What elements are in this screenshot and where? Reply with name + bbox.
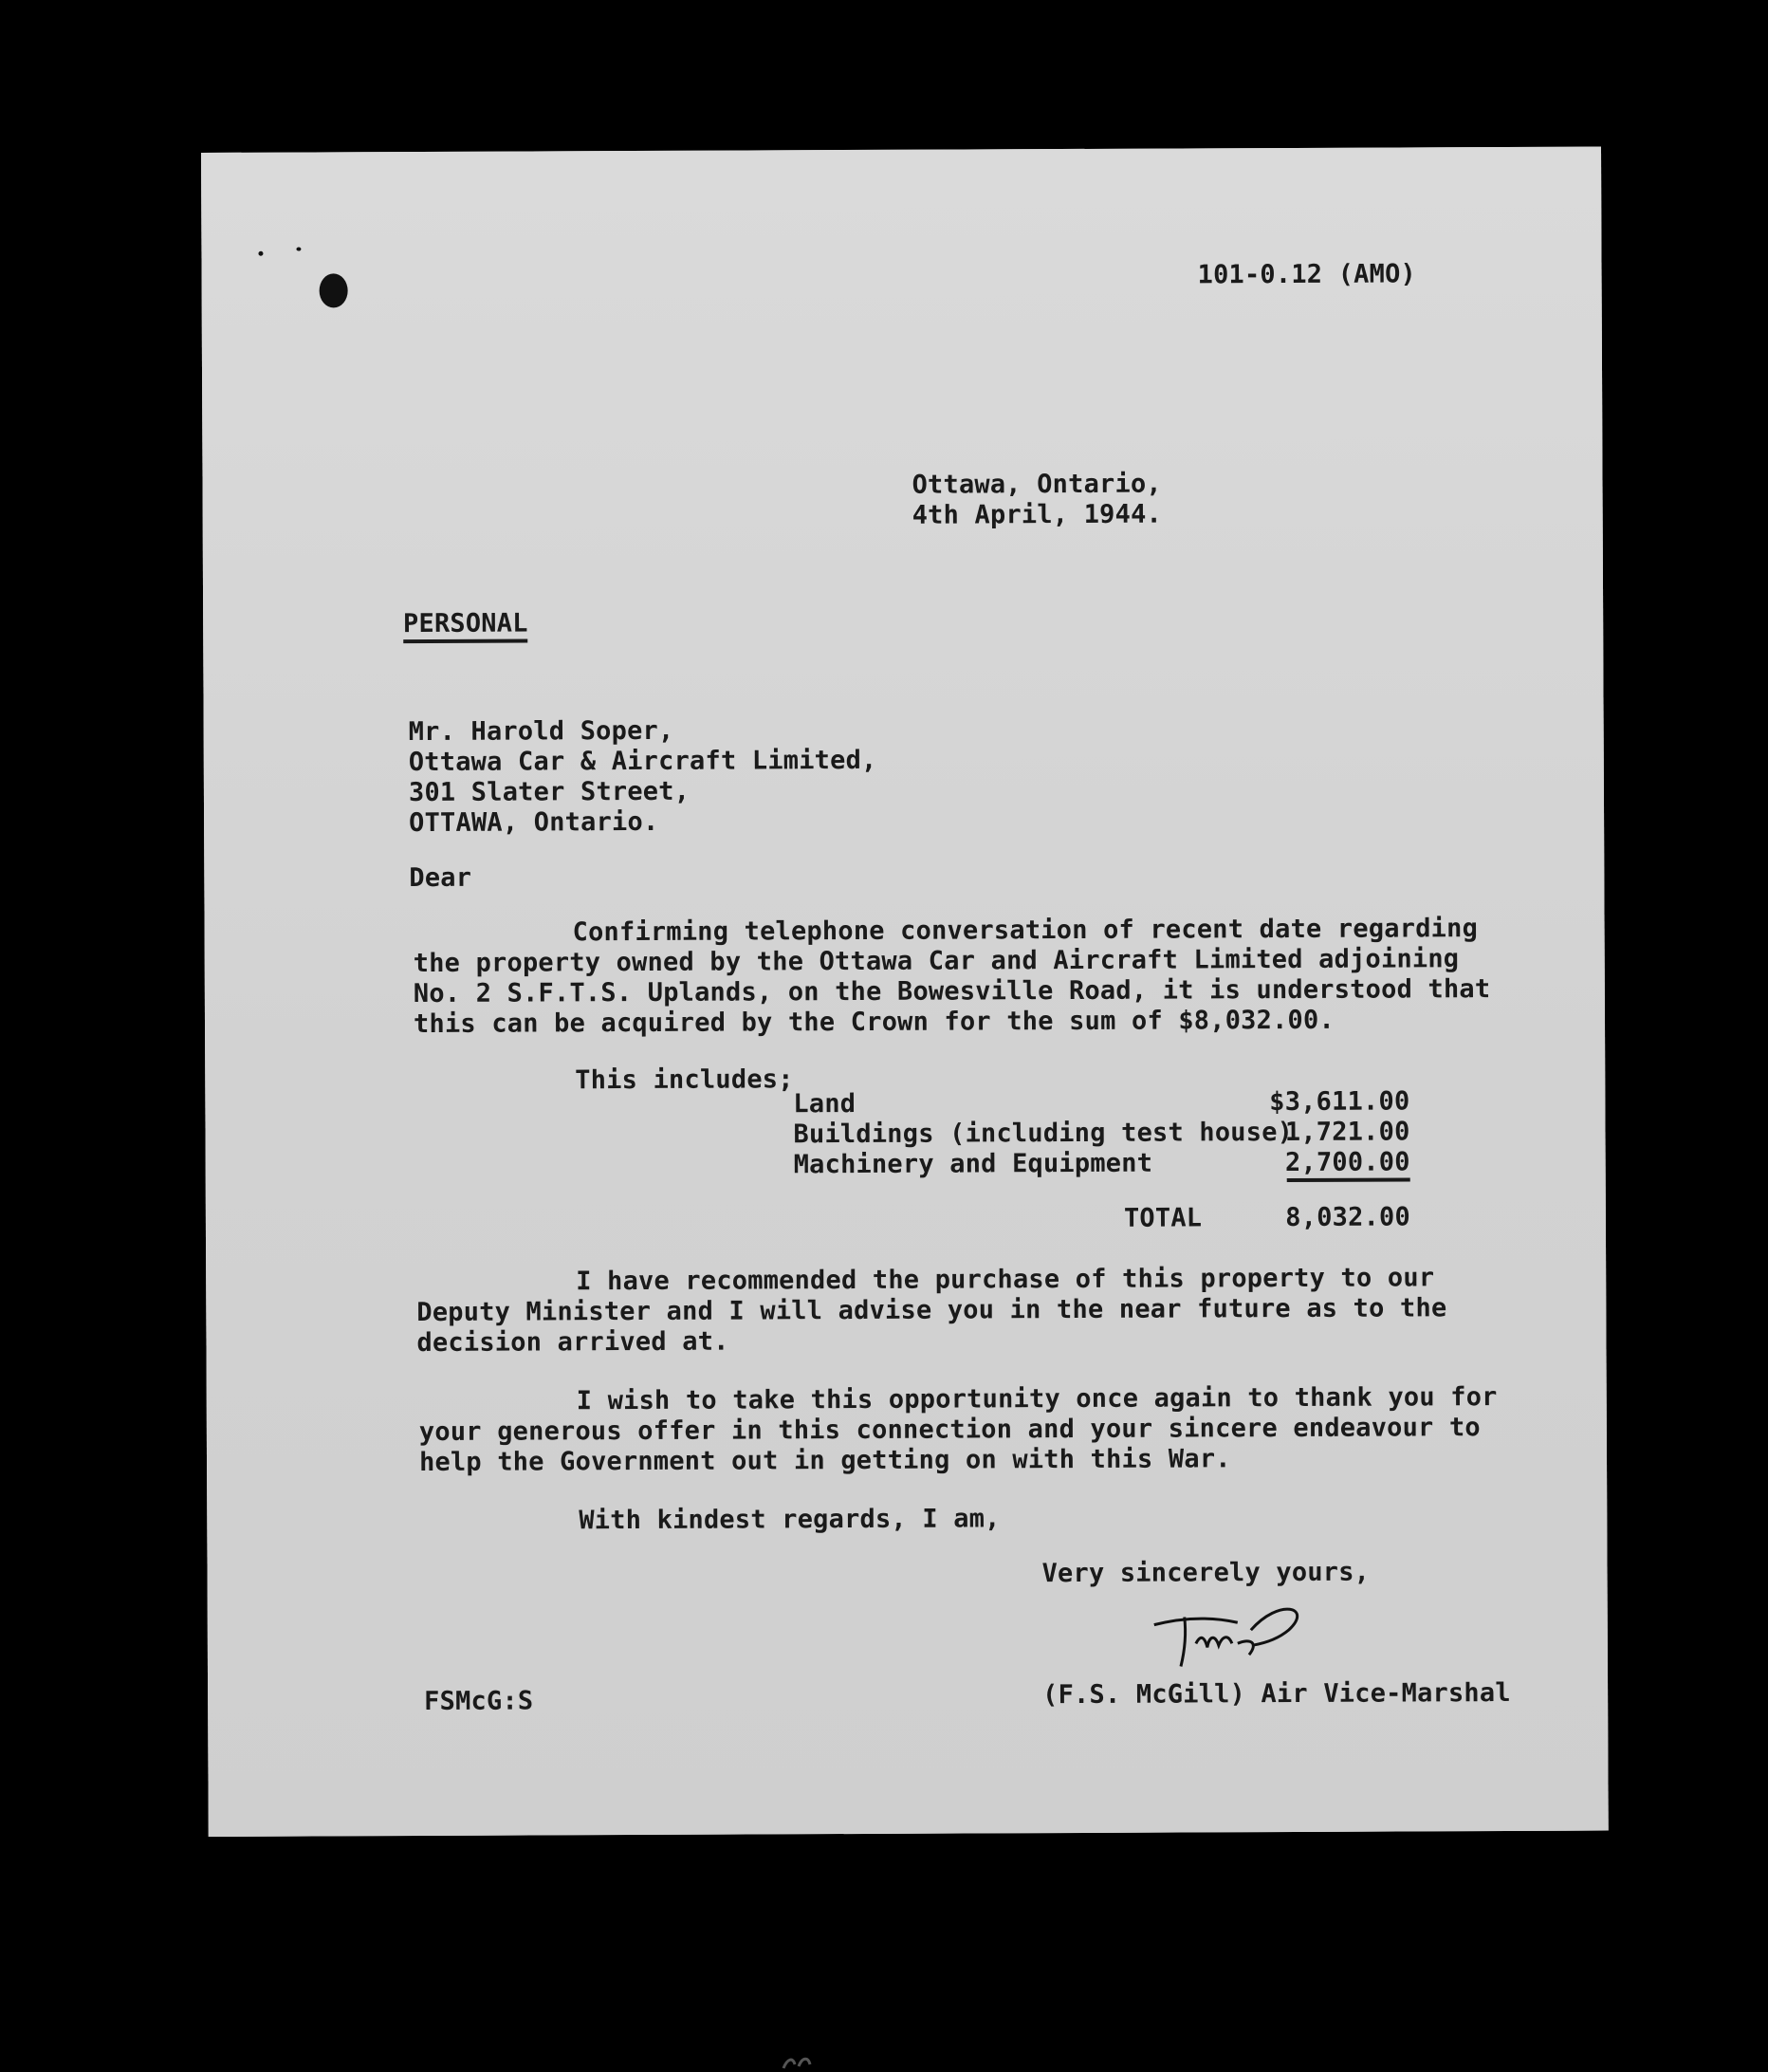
item-label-land: Land: [793, 1088, 856, 1119]
paragraph-line: decision arrived at.: [416, 1326, 729, 1359]
personal-marking-text: PERSONAL: [403, 609, 528, 644]
item-label-buildings: Buildings (including test house): [793, 1117, 1294, 1150]
recipient-company: Ottawa Car & Aircraft Limited,: [408, 745, 877, 778]
item-amount-buildings: 1,721.00: [1284, 1117, 1410, 1148]
salutation: Dear: [409, 862, 472, 894]
item-label-machinery: Machinery and Equipment: [793, 1148, 1153, 1180]
item-amount-machinery: 2,700.00: [1284, 1147, 1410, 1178]
signatory-line: (F.S. McGill) Air Vice-Marshal: [1042, 1677, 1511, 1711]
paragraph-line: No. 2 S.F.T.S. Uplands, on the Bowesville Road, it is understood that: [413, 974, 1491, 1009]
handwritten-signature: [1147, 1588, 1308, 1674]
paragraph-line: Confirming telephone conversation of recent date regarding: [572, 914, 1479, 948]
recipient-street: 301 Slater Street,: [408, 776, 691, 808]
letter-place: Ottawa, Ontario,: [912, 469, 1162, 500]
paragraph-line: this can be acquired by the Crown for the sum of $8,032.00.: [413, 1005, 1335, 1040]
ink-blot: [320, 273, 348, 307]
reference-number: 101-0.12 (AMO): [1197, 259, 1417, 290]
total-amount: 8,032.00: [1285, 1202, 1410, 1233]
scan-edge-mark: [778, 2051, 816, 2072]
letter-page: [201, 147, 1609, 1837]
letter-date: 4th April, 1944.: [912, 499, 1163, 530]
recipient-name: Mr. Harold Soper,: [408, 715, 674, 748]
recipient-city: OTTAWA, Ontario.: [409, 806, 659, 839]
ink-speck: [296, 248, 301, 251]
paragraph-line: help the Government out in getting on with this War.: [418, 1444, 1231, 1478]
includes-label: This includes;: [575, 1064, 794, 1096]
paragraph-line: I have recommended the purchase of this property to our: [576, 1263, 1435, 1297]
paragraph-line: the property owned by the Ottawa Car and Aircraft Limited adjoining: [413, 944, 1460, 979]
item-amount-land: $3,611.00: [1269, 1086, 1410, 1118]
typist-initials: FSMcG:S: [424, 1686, 534, 1716]
valediction: Very sincerely yours,: [1041, 1557, 1371, 1589]
paragraph-line: your generous offer in this connection and your sincere endeavour to: [418, 1413, 1481, 1448]
total-label: TOTAL: [1123, 1203, 1203, 1233]
paragraph-line: I wish to take this opportunity once again to thank you for: [576, 1382, 1498, 1416]
closing-line: With kindest regards, I am,: [579, 1504, 1001, 1536]
personal-marking: [341, 579, 528, 671]
ink-speck: [258, 251, 263, 256]
paragraph-line: Deputy Minister and I will advise you in the near future as to the: [416, 1293, 1447, 1328]
total-rule: [1287, 1177, 1410, 1182]
